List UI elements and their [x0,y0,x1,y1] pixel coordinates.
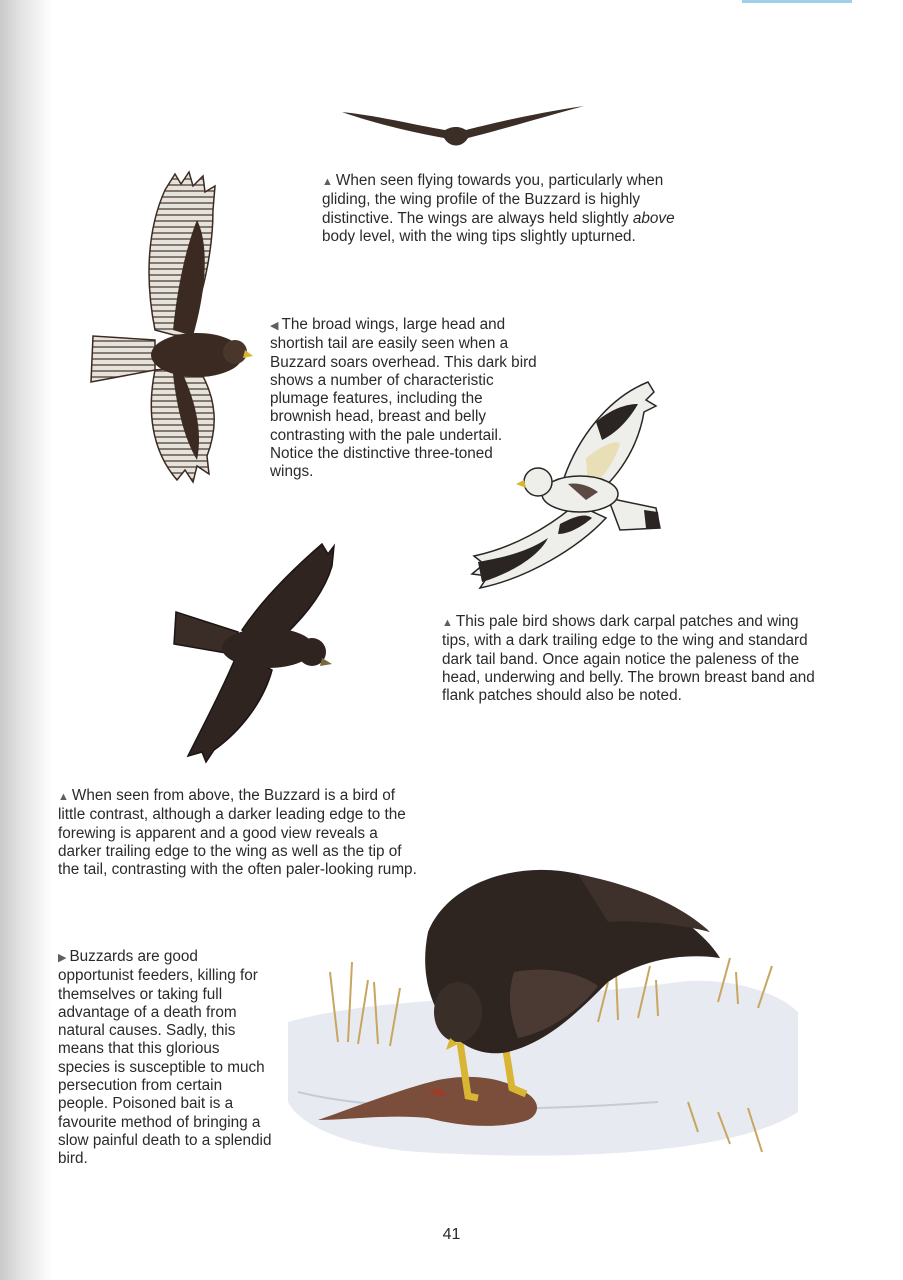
buzzard-gliding-head-on-illustration [340,100,590,155]
caption-text: When seen from above, the Buzzard is a bird of little contrast, although a darker leading edge to the forewing is apparent and a good view reveals a darker trailing edge to the wing as well as the tip of the tail, contrasting with the often paler-looking rump. [58,787,417,879]
buzzard-upperside-illustration [172,540,342,765]
caption-dark-bird-underside [270,316,540,482]
caption-emphasis: above [632,209,675,227]
caption-text: Buzzards are good opportunist feeders, killing for themselves or taking full advantage of a death from natural causes. Sadly, this means that this glorious species is susceptible to much persecution from certain people. Poisoned bait is a favourite method of bringing a slow painful death to a splendid bird. [58,948,272,1168]
caption-text: When seen flying towards you, particularly when gliding, the wing profile of the Buzzard is highly distinctive. The wings are always held slightly [322,172,664,227]
caption-seen-from-above [58,787,418,879]
caption-text: This pale bird shows dark carpal patches and wing tips, with a dark trailing edge to the wing and standard dark tail band. Once again notice the paleness of the head, underwing and belly. The brown breast band and flank patches should also be noted. [442,613,815,705]
caption-text: body level, with the wing tips slightly upturned. [322,227,636,245]
caption-text: The broad wings, large head and shortish tail are easily seen when a Buzzard soars overhead. This dark bird shows a number of characteristic plumage features, including the brownish head, breast and belly contrasting with the pale undertail. Notice the distinctive three-toned wings. [270,316,537,481]
up-triangle-marker-icon: ▲ [58,791,69,803]
right-triangle-marker-icon: ▶ [58,952,67,964]
buzzard-feeding-on-carcass-illustration [278,862,803,1187]
top-color-strip [742,0,852,3]
up-triangle-marker-icon: ▲ [442,617,453,629]
caption-gliding-profile [322,172,682,246]
left-triangle-marker-icon: ◀ [270,320,279,332]
page-number: 41 [442,1226,461,1243]
page-binding-shadow [0,0,52,1280]
caption-pale-bird [442,613,822,705]
up-triangle-marker-icon: ▲ [322,176,333,188]
caption-opportunist-feeders [58,948,273,1169]
dark-buzzard-underside-illustration [85,170,245,490]
